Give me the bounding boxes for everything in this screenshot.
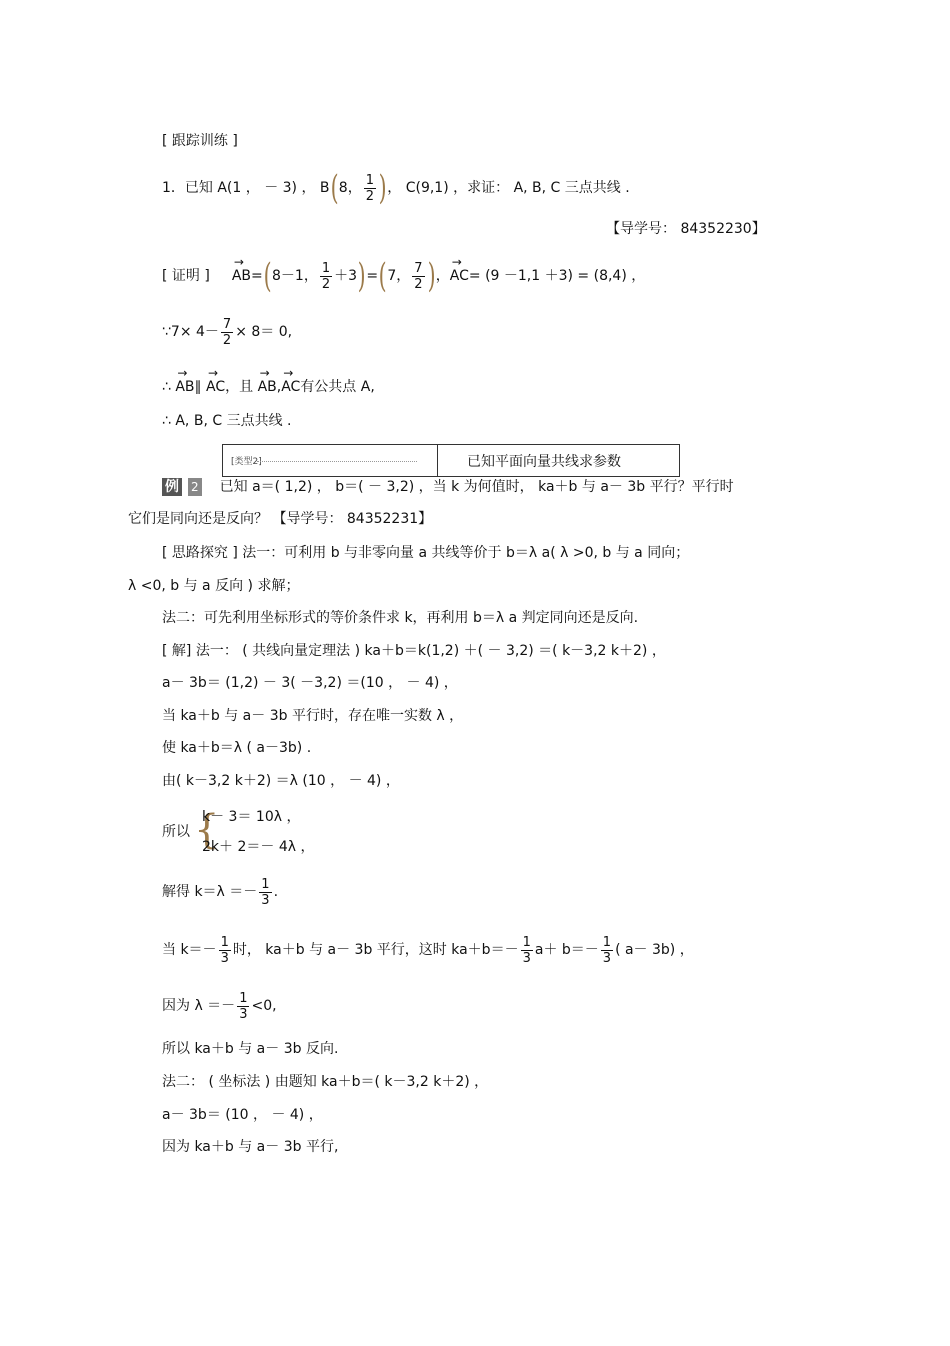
example-number: 2 [188, 478, 202, 496]
l9-fraction: $\frac{1}{3}$ [239, 990, 248, 1022]
example-line-2: 它们是同向还是反向？ 【导学号： 84352231】 [128, 511, 433, 527]
proof-fraction-1: $\frac{1}{2}$ [321, 260, 331, 292]
banner-divider [257, 461, 417, 462]
banner-left-cell [223, 445, 438, 476]
l8-mid: 时， ka＋b 与 a－ 3b 平行，这时 ka＋b＝－ [232, 942, 519, 958]
solution-line-10: 所以 ka＋b 与 a－ 3b 反向. [162, 1041, 339, 1057]
parallel-symbol: ∥ [194, 379, 206, 395]
vector-ab: → AB [175, 378, 194, 396]
solution-system-label: 所以 [162, 824, 190, 840]
l8-fraction-1: $\frac{1}{3}$ [220, 934, 229, 966]
proof-part1: 8－1， [272, 268, 318, 284]
practice-header: [ 跟踪训练 ] [162, 133, 238, 149]
q1-fraction: $\frac{1}{2}$ [365, 172, 374, 204]
since-line [162, 312, 292, 352]
q1-b-left: 8， [338, 180, 362, 196]
paren-right: ) [357, 256, 366, 296]
since-post: × 8＝ 0, [235, 324, 293, 340]
proof-line [162, 256, 645, 296]
vector-ac: → AC [206, 378, 225, 396]
solution-line-11: 法二： ( 坐标法 ) 由题知 ka＋b＝( k－3,2 k＋2) ， [162, 1074, 489, 1090]
proof-rest: = (9 －1,1 ＋3) = (8,4) ， [468, 268, 646, 284]
therefore-line-1 [162, 378, 375, 396]
vector-ac: → AC [281, 378, 300, 396]
solution-line-2: a－ 3b＝ (1,2) － 3( －3,2) ＝(10 ， － 4) ， [162, 675, 458, 691]
q1-suffix: ， C(9,1) ，求证： A, B, C 三点共线 . [387, 180, 630, 196]
example-line-1 [162, 478, 734, 496]
solution-line-9 [162, 986, 277, 1026]
l9-pre: 因为 λ ＝－ [162, 998, 236, 1014]
system-eq-2: 2k＋ 2＝－ 4λ ， [202, 839, 315, 855]
system-brace: { [194, 807, 220, 853]
since-fraction: $\frac{7}{2}$ [222, 316, 232, 348]
solution-line-8 [162, 930, 694, 970]
solution-line-12: a－ 3b＝ (10 ， － 4) ， [162, 1107, 323, 1123]
paren-right: ) [427, 256, 436, 296]
paren-left: ( [263, 256, 272, 296]
proof-part2: ＋3 [334, 268, 358, 284]
solution-line-13: 因为 ka＋b 与 a－ 3b 平行, [162, 1139, 339, 1155]
l8-fraction-2: $\frac{1}{3}$ [522, 934, 531, 966]
question-1 [162, 168, 630, 208]
idea-line-3: 法二：可先利用坐标形式的等价条件求 k，再利用 b＝λ a 判定同向还是反向. [162, 610, 639, 626]
proof-eq2: = [366, 268, 379, 284]
l7-fraction: $\frac{1}{3}$ [261, 876, 270, 908]
l7-pre: 解得 k＝λ ＝－ [162, 884, 258, 900]
l7-post: . [273, 884, 279, 900]
proof-eq1: = [251, 268, 263, 284]
l8-mid2: a＋ b＝－ [534, 942, 599, 958]
solution-line-7 [162, 872, 278, 912]
q1-prefix: 1．已知 A(1 ， － 3) ， B [162, 180, 330, 196]
l8-pre: 当 k＝－ [162, 942, 217, 958]
l8-post: ( a－ 3b) ， [615, 942, 694, 958]
solution-line-5: 由( k－3,2 k＋2) ＝λ (10 ， － 4) ， [162, 773, 400, 789]
example-tag: 例 [162, 478, 182, 496]
vector-ab: → AB, [258, 378, 282, 396]
paren-left: ( [330, 168, 339, 208]
and-text: ，且 [225, 379, 258, 395]
idea-line-1: [ 思路探究 ] 法一：可利用 b 与非零向量 a 共线等价于 b＝λ a( λ >0, b 与 a 同向； [162, 545, 690, 561]
therefore-line-2: ∴ A, B, C 三点共线 . [162, 413, 292, 429]
vector-ac: → AC [450, 267, 469, 285]
proof-label: [ 证明 ] [162, 268, 210, 284]
reference-1: 【导学号： 84352230】 [606, 221, 766, 237]
paren-right: ) [378, 168, 387, 208]
solution-line-4: 使 ka＋b＝λ ( a－3b) . [162, 740, 312, 756]
proof-fraction-2: $\frac{7}{2}$ [414, 260, 423, 292]
section-banner [222, 444, 680, 477]
solution-line-1: [ 解] 法一： ( 共线向量定理法 ) ka＋b＝k(1,2) ＋( － 3,2) ＝( k－3,2 k＋2) ， [162, 643, 666, 659]
l8-fraction-3: $\frac{1}{3}$ [602, 934, 612, 966]
system-eq-1: k－ 3＝ 10λ ， [202, 809, 301, 825]
solution-line-3: 当 ka＋b 与 a－ 3b 平行时，存在唯一实数 λ ， [162, 708, 464, 724]
proof-part3: 7， [387, 268, 411, 284]
example-text-1: 已知 a＝( 1,2) ， b＝( － 3,2) ，当 k 为何值时， ka＋b 与 a－ 3b 平行？平行时 [219, 479, 734, 495]
since-pre: ∵7× 4－ [162, 324, 219, 340]
therefore-post: 有公共点 A, [300, 379, 375, 395]
vector-ab: → AB [232, 267, 251, 285]
banner-title: 已知平面向量共线求参数 [467, 454, 621, 470]
proof-comma: ， [435, 268, 450, 284]
therefore-symbol: ∴ [162, 379, 176, 395]
l9-post: <0, [251, 998, 277, 1014]
banner-tag: [类型2] [231, 457, 262, 467]
paren-left: ( [378, 256, 387, 296]
idea-line-2: λ <0, b 与 a 反向 ) 求解； [128, 578, 300, 594]
